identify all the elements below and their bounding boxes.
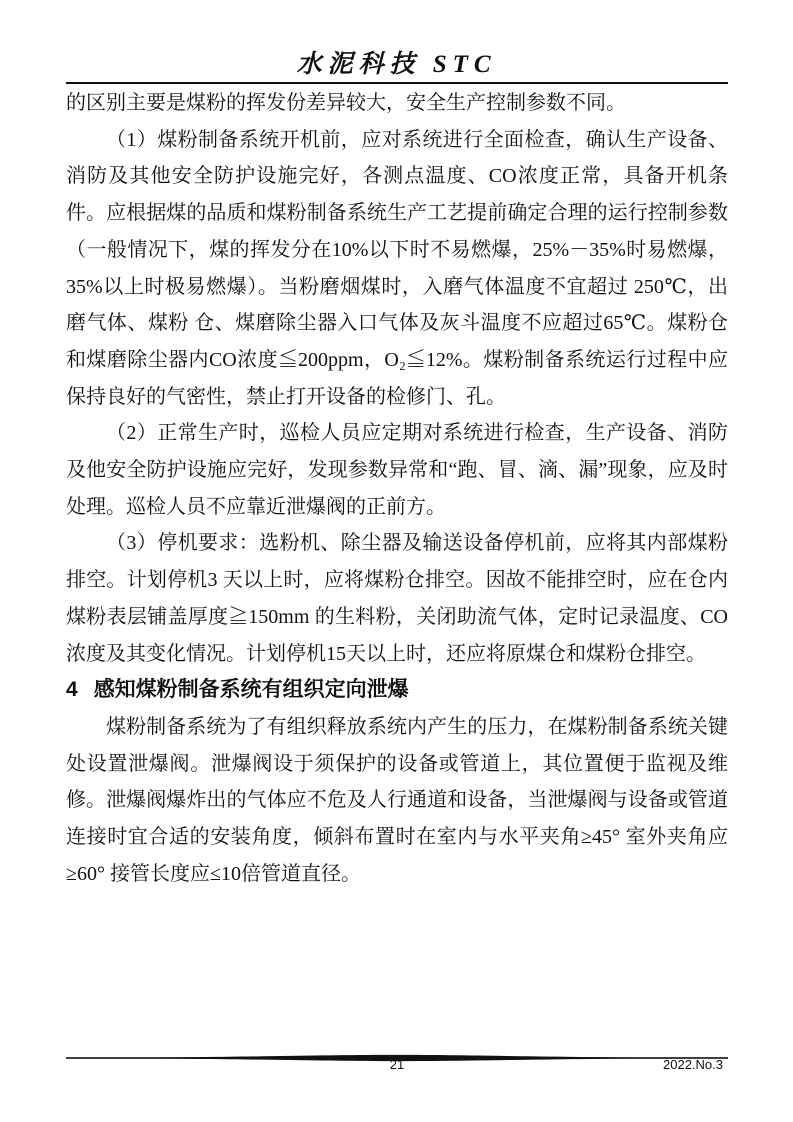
- issue-label: 2022.No.3: [663, 1057, 723, 1072]
- page-number: 21: [389, 1057, 405, 1072]
- article-body: [66, 85, 728, 892]
- header-divider: [66, 82, 728, 84]
- footer-divider: [66, 1049, 728, 1057]
- paragraph-item-3: （3）停机要求：选粉机、除尘器及输送设备停机前，应将其内部煤粉排空。计划停机3 天以上时，应将煤粉仓排空。因故不能排空时，应在仓内煤粉表层铺盖厚度≧150mm 的生料粉，关闭助流气体，定时记录温度、CO浓度及其变化情况。计划停机15天以上时，还应将原煤仓和煤粉仓排空。: [66, 532, 728, 665]
- section-title: 感知煤粉制备系统有组织定向泄爆: [93, 678, 409, 702]
- paragraph-item-2: （2）正常生产时，巡检人员应定期对系统进行检查，生产设备、消防及他安全防护设施应完好，发现参数异常和“跑、冒、滴、漏”现象，应及时处理。巡检人员不应靠近泄爆阀的正前方。: [66, 422, 728, 518]
- paragraph-section4-body: 煤粉制备系统为了有组织释放系统内产生的压力，在煤粉制备系统关键处设置泄爆阀。泄爆阀设于须保护的设备或管道上，其位置便于监视及维修。泄爆阀爆炸出的气体应不危及人行通道和设备，当泄爆阀与设备或管道连接时宜合适的安装角度，倾斜布置时在室内与水平夹角≥45° 室外夹角应≥60° 接管长度应≤10倍管道直径。: [66, 715, 728, 885]
- paragraph-continuation: 的区别主要是煤粉的挥发份差异较大，安全生产控制参数不同。: [66, 92, 626, 114]
- section-heading: [66, 672, 728, 709]
- paragraph-item-1: （1）煤粉制备系统开机前，应对系统进行全面检查，确认生产设备、 消防及其他安全防护设施完好，各测点温度、CO浓度正常，具备开机条件。应根据煤的品质和煤粉制备系统生产工艺提前确定合理的运行控制参数（一般情况下，煤的挥发分在10%以下时不易燃爆，25%－35%时易燃爆，35%以上时极易燃爆）。当粉磨烟煤时，入磨气体温度不宜超过 250℃，出磨气体、煤粉 仓、煤磨除尘器入口气体及灰斗温度不应超过65℃。煤粉仓和煤磨除尘器内CO浓度≦200ppm，O₂≦12%。煤粉制备系统运行过程中应保持良好的气密性，禁止打开设备的检修门、孔。: [66, 128, 728, 408]
- journal-title: 水泥科技 STC: [296, 51, 497, 78]
- section-number: 4: [66, 678, 78, 702]
